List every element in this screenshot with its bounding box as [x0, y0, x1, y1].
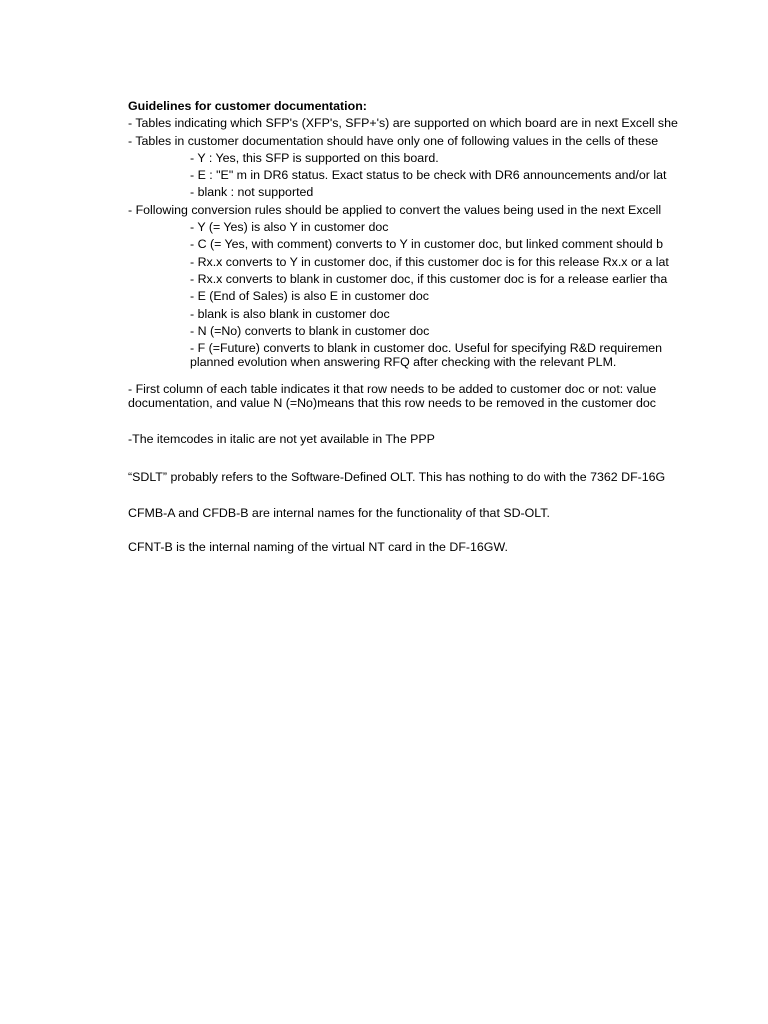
text-line: - Following conversion rules should be applied to convert the values being used in the next Excell: [128, 202, 662, 217]
text-line: - blank : not supported: [190, 185, 314, 200]
document-title: Guidelines for customer documentation:: [128, 99, 367, 113]
document-page: [128, 98, 687, 898]
text-line: planned evolution when answering RFQ after checking with the relevant PLM.: [190, 355, 617, 370]
text-line: - Tables indicating which SFP's (XFP's, SFP+'s) are supported on which board are in next Excell she: [128, 116, 678, 131]
text-line: - Y (= Yes) is also Y in customer doc: [190, 220, 389, 235]
text-line: documentation, and value N (=No)means that this row needs to be removed in the customer doc: [128, 396, 656, 411]
text-line: -The itemcodes in italic are not yet available in The PPP: [128, 432, 435, 447]
text-line: CFMB-A and CFDB-B are internal names for the functionality of that SD-OLT.: [128, 505, 550, 520]
text-line: - N (=No) converts to blank in customer doc: [190, 323, 430, 338]
text-line: - Rx.x converts to blank in customer doc, if this customer doc is for a release earlier tha: [190, 271, 668, 286]
text-line: - First column of each table indicates it that row needs to be added to customer doc or not: value: [128, 382, 657, 397]
text-line: - Y : Yes, this SFP is supported on this board.: [190, 150, 439, 165]
text-line: CFNT-B is the internal naming of the virtual NT card in the DF-16GW.: [128, 540, 508, 555]
text-line: - C (= Yes, with comment) converts to Y in customer doc, but linked comment should b: [190, 237, 664, 252]
text-line: - F (=Future) converts to blank in customer doc. Useful for specifying R&D requiremen: [190, 341, 663, 356]
text-line: - Rx.x converts to Y in customer doc, if this customer doc is for this release Rx.x or a lat: [190, 254, 669, 269]
text-line: - E : "E" m in DR6 status. Exact status to be check with DR6 announcements and/or lat: [190, 168, 667, 183]
text-line: - E (End of Sales) is also E in customer doc: [190, 289, 429, 304]
text-line: - blank is also blank in customer doc: [190, 306, 390, 321]
text-line: - Tables in customer documentation should have only one of following values in the cells of these: [128, 133, 659, 148]
text-line: “SDLT” probably refers to the Software-Defined OLT. This has nothing to do with the 7362 DF-16G: [128, 470, 666, 485]
